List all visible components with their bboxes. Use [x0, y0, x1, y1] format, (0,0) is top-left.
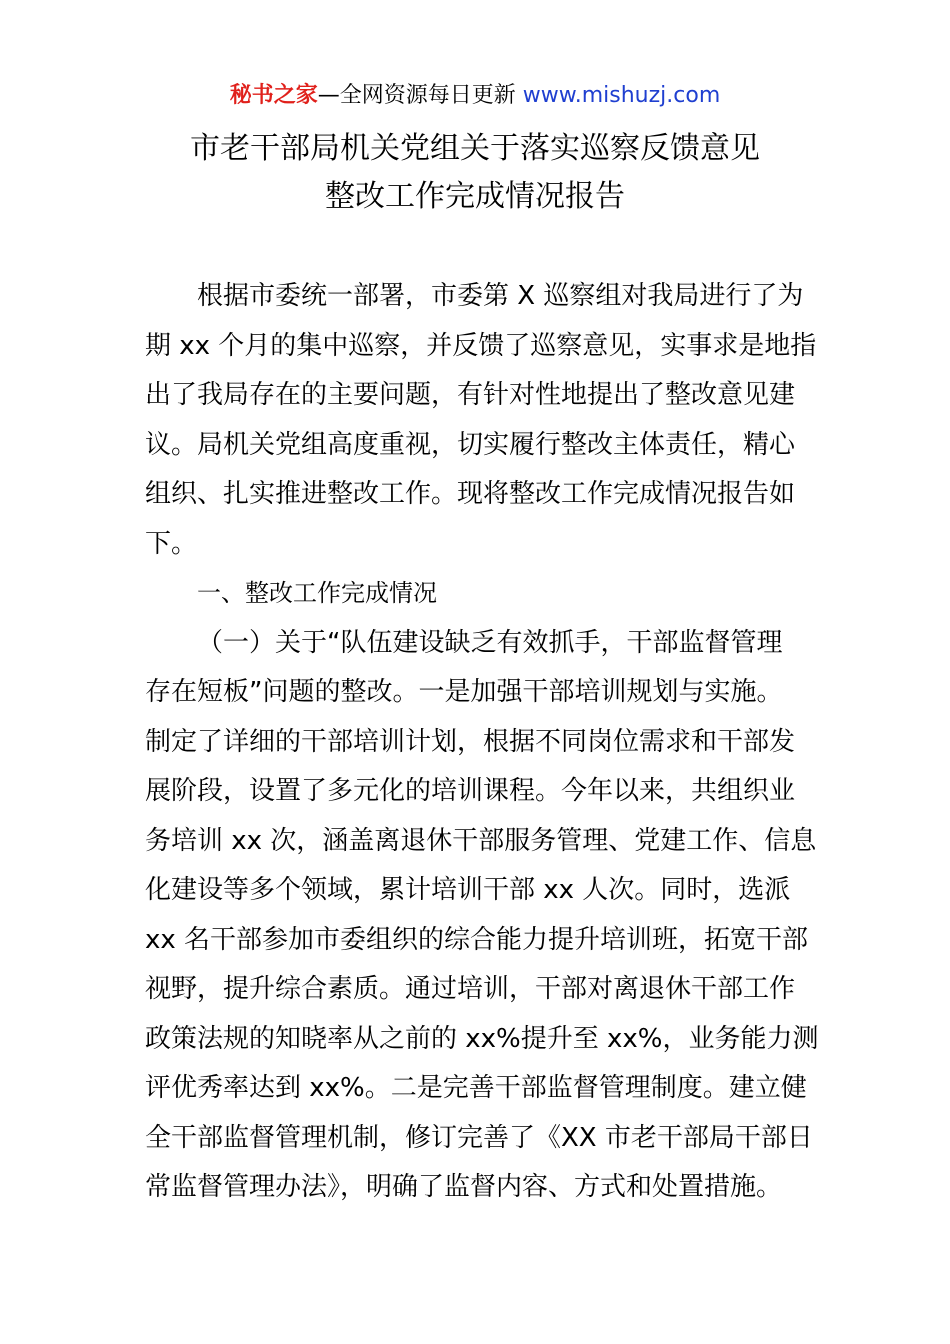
- paragraph-line: 下。: [145, 528, 198, 559]
- paragraph-line: 视野，提升综合素质。通过培训，干部对离退休干部工作: [145, 974, 796, 1004]
- paragraph-line: 期 xx 个月的集中巡察，并反馈了巡察意见，实事求是地指: [145, 330, 817, 361]
- paragraph-line: 组织、扎实推进整改工作。现将整改工作完成情况报告如: [145, 479, 796, 509]
- site-url[interactable]: www.mishuzj.com: [522, 83, 721, 108]
- paragraph-line: xx 名干部参加市委组织的综合能力提升培训班，拓宽干部: [145, 924, 809, 955]
- paragraph-line: 存在短板”问题的整改。一是加强干部培训规划与实施。: [145, 677, 783, 707]
- paragraph-line: 全干部监督管理机制，修订完善了《XX 市老干部局干部日: [145, 1122, 813, 1153]
- section-heading: 一、整改工作完成情况: [197, 579, 437, 607]
- site-tagline: —全网资源每日更新: [317, 83, 523, 108]
- site-brand: 秘书之家: [229, 83, 318, 108]
- site-header: [0, 81, 950, 111]
- paragraph-line: 出了我局存在的主要问题，有针对性地提出了整改意见建: [145, 380, 796, 410]
- paragraph-line: 常监督管理办法》，明确了监督内容、方式和处置措施。: [145, 1172, 783, 1202]
- document-title-line-2: 整改工作完成情况报告: [325, 179, 625, 214]
- paragraph-line: 政策法规的知晓率从之前的 xx%提升至 xx%，业务能力测: [145, 1023, 819, 1054]
- paragraph-line: 议。局机关党组高度重视，切实履行整改主体责任，精心: [145, 429, 796, 460]
- paragraph-line: 务培训 xx 次，涵盖离退休干部服务管理、党建工作、信息: [145, 825, 817, 856]
- paragraph-line: 展阶段，设置了多元化的培训课程。今年以来，共组织业: [145, 776, 796, 806]
- paragraph-line: 制定了详细的干部培训计划，根据不同岗位需求和干部发: [145, 726, 796, 757]
- paragraph-line: 根据市委统一部署，市委第 X 巡察组对我局进行了为: [197, 281, 804, 311]
- paragraph-line: 评优秀率达到 xx%。二是完善干部监督管理制度。建立健: [145, 1073, 807, 1103]
- paragraph-line: （一）关于“队伍建设缺乏有效抓手，干部监督管理: [197, 627, 783, 658]
- document-body: [145, 272, 819, 1213]
- paragraph-line: 化建设等多个领域，累计培训干部 xx 人次。同时，选派: [145, 875, 791, 905]
- document-title-line-1: 市老干部局机关党组关于落实巡察反馈意见: [190, 131, 760, 166]
